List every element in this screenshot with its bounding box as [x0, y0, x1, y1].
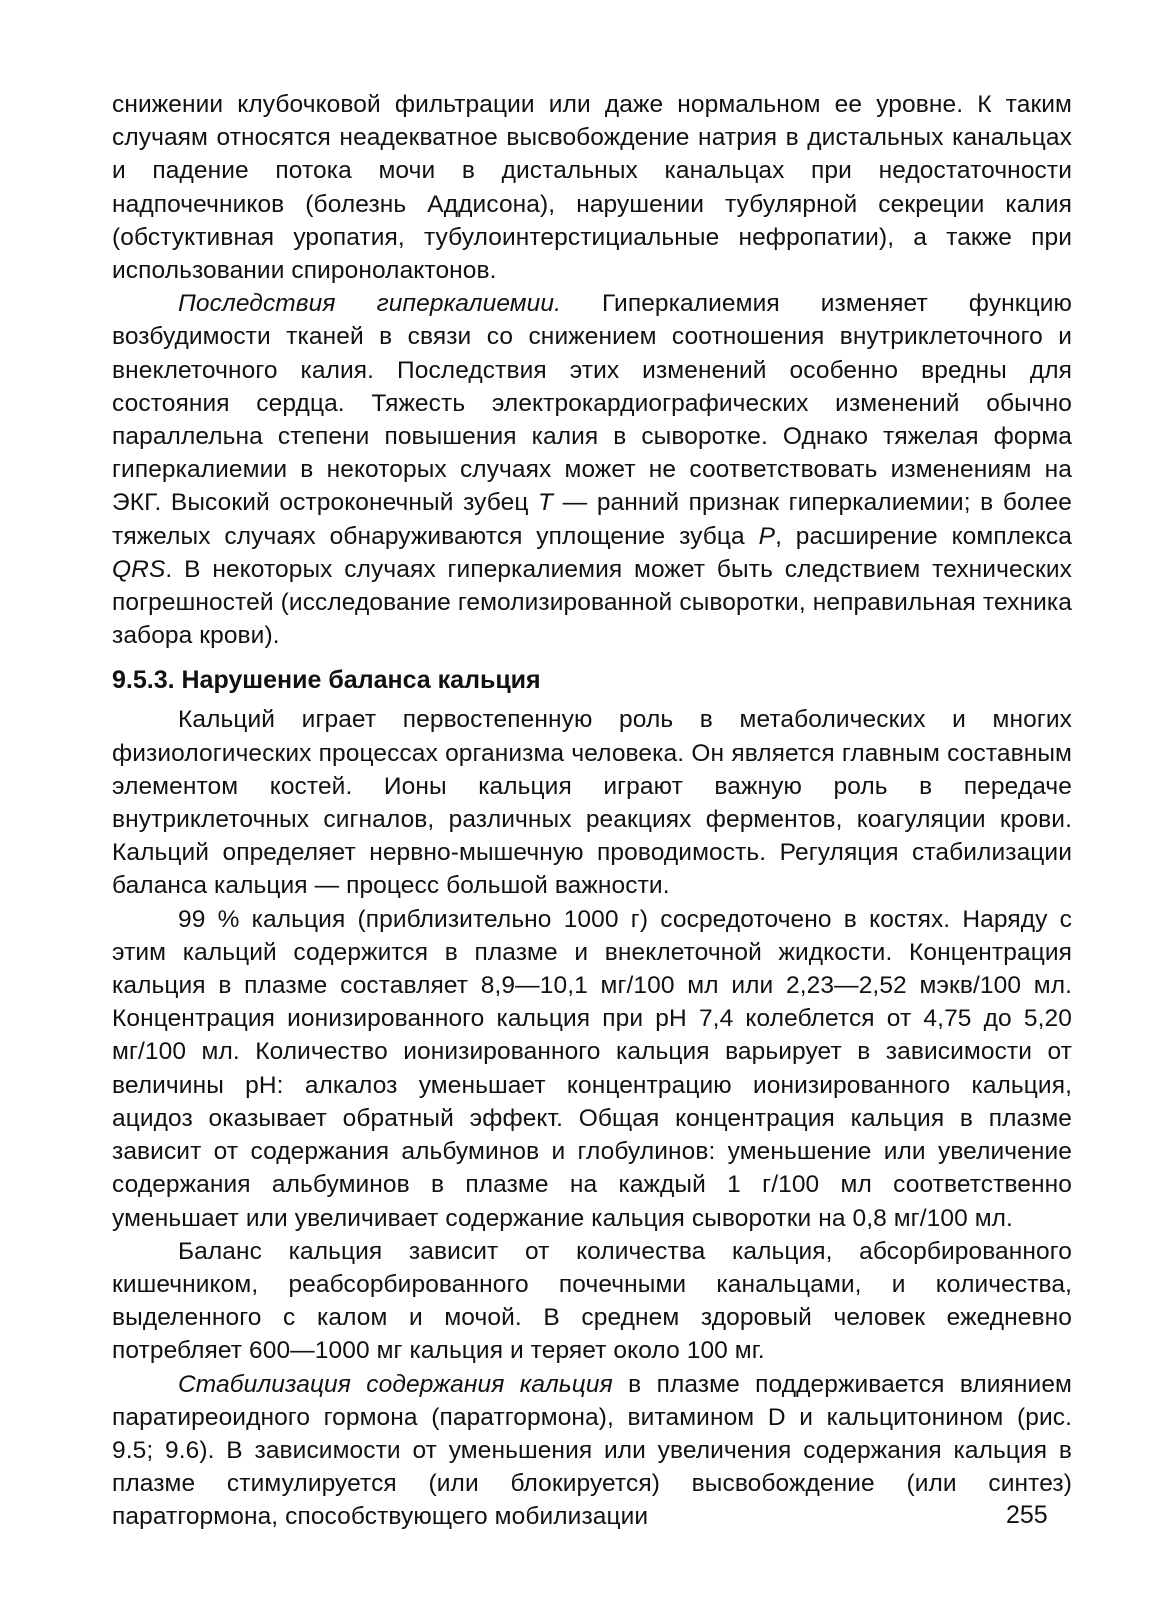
hyperkalemia-text-3: , расширение комплекса	[775, 522, 1073, 550]
hyperkalemia-text-2: — ранний признак гиперкалиемии; в более тяжелых случаях обнаруживаются уплощение зубца	[112, 489, 1073, 550]
hyperkalemia-text-1: Гиперкалиемия изменяет функцию возбудимости тканей в связи со снижением соотношения внутриклеточного и внеклеточного калия. Последствия этих изменений особенно вредны для состояния сердца. Тяжесть электрокардиографических изменений обычно параллельна степени повышения калия в сыворотке. Однако тяжелая форма гиперкалиемии в некоторых случаях может не соответствовать изменениям на ЭКГ. Высокий остроконечный зубец	[112, 290, 1072, 517]
p-wave-symbol: P	[758, 522, 776, 550]
calcium-stabilization-title: Стабилизация содержания кальция	[178, 1370, 613, 1398]
paragraph-hyperkalemia-consequences	[112, 287, 1072, 652]
page-number: 255	[1006, 1501, 1048, 1529]
qrs-symbol: QRS	[112, 555, 166, 583]
calcium-stabilization-text: в плазме поддерживается влиянием паратиреоидного гормона (паратгормона), витамином D и кальцитонином (рис. 9.5; 9.6). В зависимости от уменьшения или увеличения содержания кальция в плазме стимулируется (или блокируется) высвобождение (или синтез) паратгормона, способствующего мобилизации	[112, 1370, 1072, 1531]
hyperkalemia-text-4: . В некоторых случаях гиперкалиемия может быть следствием технических погрешностей (исследование гемолизированной сыворотки, неправильная техника забора крови).	[112, 555, 1072, 650]
paragraph-intro: снижении клубочковой фильтрации или даже нормальном ее уровне. К таким случаям относятся неадекватное высвобождение натрия в дистальных канальцах и падение потока мочи в дистальных канальцах при недостаточности надпочечников (болезнь Аддисона), нарушении тубулярной секреции калия (обстуктивная уропатия, тубулоинтерстициальные нефропатии), а также при использовании спиронолактонов.	[112, 91, 1072, 285]
paragraph-calcium-role: Кальций играет первостепенную роль в метаболических и многих физиологических процессах организма человека. Он является главным составным элементом костей. Ионы кальция играют важную роль в передаче внутриклеточных сигналов, различных реакциях ферментов, коагуляции крови. Кальций определяет нервно-мышечную проводимость. Регуляция стабилизации баланса кальция — процесс большой важности.	[112, 706, 1072, 900]
section-heading: 9.5.3. Нарушение баланса кальция	[112, 666, 541, 695]
paragraph-calcium-balance: Баланс кальция зависит от количества кальция, абсорбированного кишечником, реабсорбированного почечными канальцами, и количества, выделенного с калом и мочой. В среднем здоровый человек ежедневно потребляет 600—1000 мг кальция и теряет около 100 мг.	[112, 1237, 1072, 1365]
hyperkalemia-consequences-title: Последствия гиперкалиемии.	[178, 290, 562, 318]
document-page	[112, 88, 1072, 1534]
paragraph-calcium-concentration: 99 % кальция (приблизительно 1000 г) сосредоточено в костях. Наряду с этим кальций содержится в плазме и внеклеточной жидкости. Концентрация кальция в плазме составляет 8,9—10,1 мг/100 мл или 2,23—2,52 мэкв/100 мл. Концентрация ионизированного кальция при pH 7,4 колеблется от 4,75 до 5,20 мг/100 мл. Количество ионизированного кальция варьирует в зависимости от величины pH: алкалоз уменьшает концентрацию ионизированного кальция, ацидоз оказывает обратный эффект. Общая концентрация кальция в плазме зависит от содержания альбуминов и глобулинов: уменьшение или увеличение содержания альбуминов в плазме на каждый 1 г/100 мл соответственно уменьшает или увеличивает содержание кальция сыворотки на 0,8 мг/100 мл.	[112, 905, 1072, 1232]
t-wave-symbol: T	[538, 489, 554, 517]
paragraph-calcium-stabilization	[112, 1368, 1072, 1534]
